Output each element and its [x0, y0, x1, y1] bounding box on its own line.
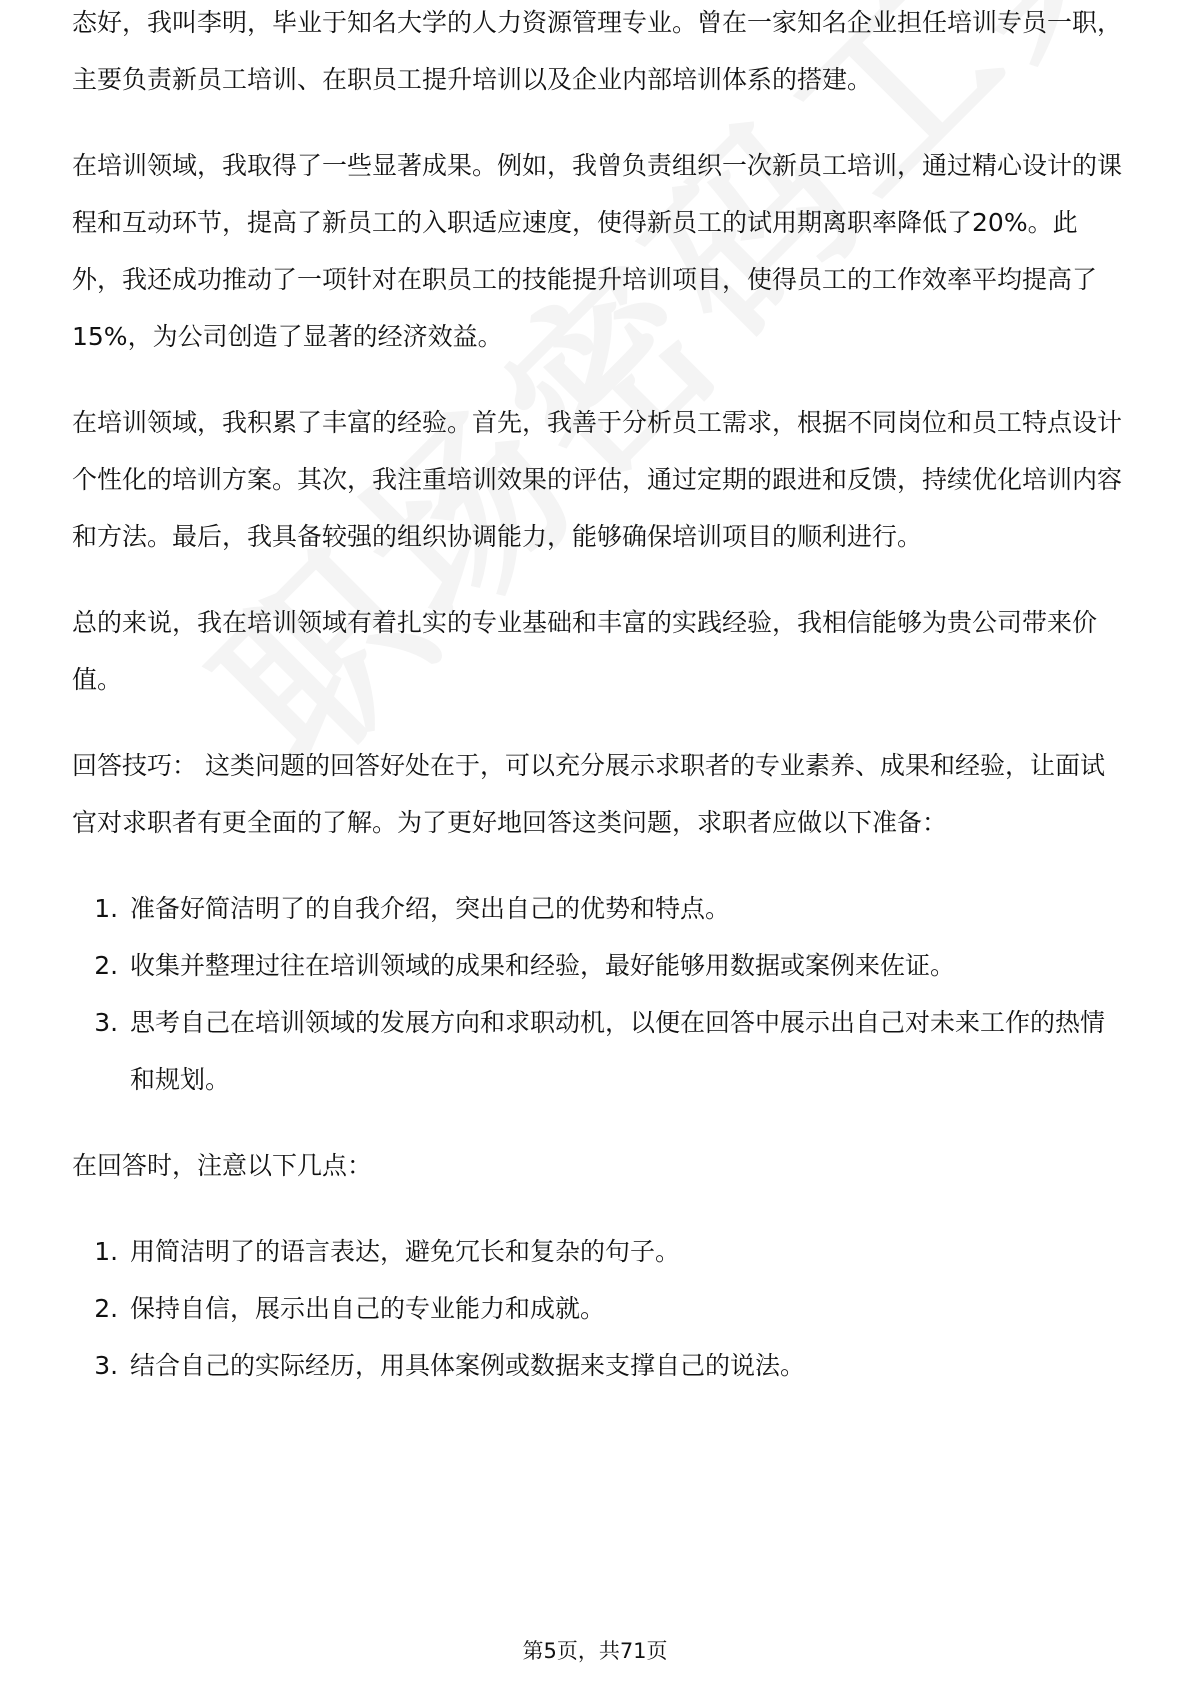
list-item: 3. 思考自己在培训领域的发展方向和求职动机，以便在回答中展示出自己对未来工作的热情和规划。 — [126, 994, 1122, 1108]
list-item: 2. 保持自信，展示出自己的专业能力和成就。 — [126, 1280, 1122, 1337]
list-item: 1. 用简洁明了的语言表达，避免冗长和复杂的句子。 — [126, 1223, 1122, 1280]
paragraph-achievements: 在培训领域，我取得了一些显著成果。例如，我曾负责组织一次新员工培训，通过精心设计的课程和互动环节，提高了新员工的入职适应速度，使得新员工的试用期离职率降低了20%。此外，我还成功推动了一项针对在职员工的技能提升培训项目，使得员工的工作效率平均提高了15%，为公司创造了显著的经济效益。 — [72, 151, 1123, 351]
paragraph-intro: 态好，我叫李明，毕业于知名大学的人力资源管理专业。曾在一家知名企业担任培训专员一职，主要负责新员工培训、在职员工提升培训以及企业内部培训体系的搭建。 — [72, 8, 1123, 94]
list-item: 1. 准备好简洁明了的自我介绍，突出自己的优势和特点。 — [126, 880, 1122, 937]
paragraph-notes-intro: 在回答时，注意以下几点： — [72, 1151, 373, 1180]
notes-list — [72, 1223, 1122, 1394]
page-number-footer: 第5页，共71页 — [522, 1639, 668, 1663]
list-item: 2. 收集并整理过往在培训领域的成果和经验，最好能够用数据或案例来佐证。 — [126, 937, 1122, 994]
paragraph-answer-tips: 回答技巧： 这类问题的回答好处在于，可以充分展示求职者的专业素养、成果和经验，让面试官对求职者有更全面的了解。为了更好地回答这类问题，求职者应做以下准备： — [72, 751, 1105, 837]
preparation-list — [72, 880, 1122, 1108]
paragraph-experience: 在培训领域，我积累了丰富的经验。首先，我善于分析员工需求，根据不同岗位和员工特点设计个性化的培训方案。其次，我注重培训效果的评估，通过定期的跟进和反馈，持续优化培训内容和方法。最后，我具备较强的组织协调能力，能够确保培训项目的顺利进行。 — [72, 408, 1123, 551]
document-body — [72, 8, 1123, 1423]
list-item: 3. 结合自己的实际经历，用具体案例或数据来支撑自己的说法。 — [126, 1337, 1122, 1394]
paragraph-summary: 总的来说，我在培训领域有着扎实的专业基础和丰富的实践经验，我相信能够为贵公司带来价值。 — [72, 608, 1098, 694]
